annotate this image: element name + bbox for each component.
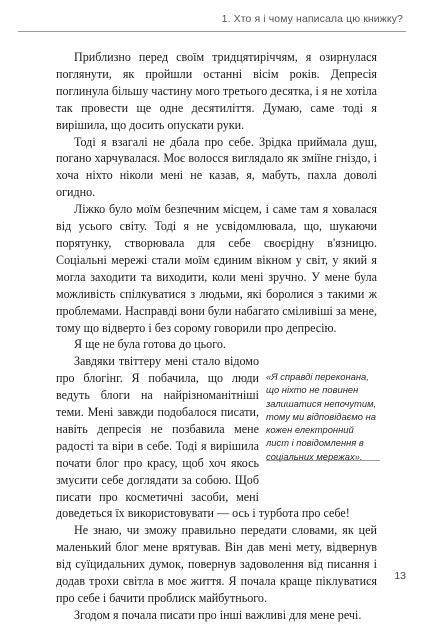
paragraph-3: Ліжко було моїм безпечним місцем, і саме там я ховалася від усього світу. Тоді я не усвідомлювала, що, шукаючи порятунку, створювала для себе своєрідну в'язницю. Соціальні мережі стали моїм єдиним вікном у світ, у який я могла заходити та виходити, коли мені зручно. У мене була можливість спілкуватися з людьми, які боролися з такими ж проблемами. Насправді вони були набагато сміливіші за мене, тому що відверто і без сорому говорили про депресію. (56, 202, 377, 335)
paragraph-5-text: Завдяки твіттеру мені стало відомо про блогінг. Я побачила, що люди ведуть блоги на найрізноманітніші теми. Мені завжди подобалося писати, навіть депресія не позбавила мене радості та віри в себе. Тоді я вирішила почати блог про красу, щоб хоч якось змусити себе доглядати за собою. Щоб писати про косметичні засоби, мені доведеться їх використовувати — ось і турбота про себе! (56, 354, 350, 521)
body-text (56, 49, 377, 624)
paragraph-4: Я ще не була готова до цього. (74, 337, 226, 352)
paragraph-2: Тоді я взагалі не дбала про себе. Зрідка приймала душ, погано харчувалася. Моє волосся виглядало як зміїне гніздо, і хоча ніхто ніколи мені не казав, я, мабуть, пахла доволі огидно. (56, 134, 377, 200)
page-number: 13 (394, 570, 406, 582)
pull-quote: «Я справді переконана, що ніхто не повинен залишатися непочутим, тому ми відповідаємо на кожен електронний лист і повідомлення в соціальних мережах». (266, 371, 377, 462)
paragraph-7: Згодом я почала писати про інші важливі для мене речі. (74, 607, 362, 622)
header-divider (18, 31, 406, 32)
pull-quote-divider (266, 460, 380, 461)
paragraph-6: Не знаю, чи зможу правильно передати словами, як цей маленький блог мене врятував. Він дав мені мету, відвернув від суїцидальних думок, повернув задоволення від писання і додав трохи світла в моє життя. Я почала краще піклуватися про себе і бачити проблиск майбутнього. (56, 523, 377, 605)
paragraph-1: Приблизно перед своїм тридцятиріччям, я озирнулася поглянути, як пройшли останні вісім років. Депресія поглинула більшу частину мого третього десятка, і я не хотіла так провести ще одне десятиліття. Думаю, саме тоді я вирішила, що досить опускати руки. (56, 50, 377, 132)
running-header: 1. Хто я і чому написала цю книжку? (221, 13, 403, 25)
